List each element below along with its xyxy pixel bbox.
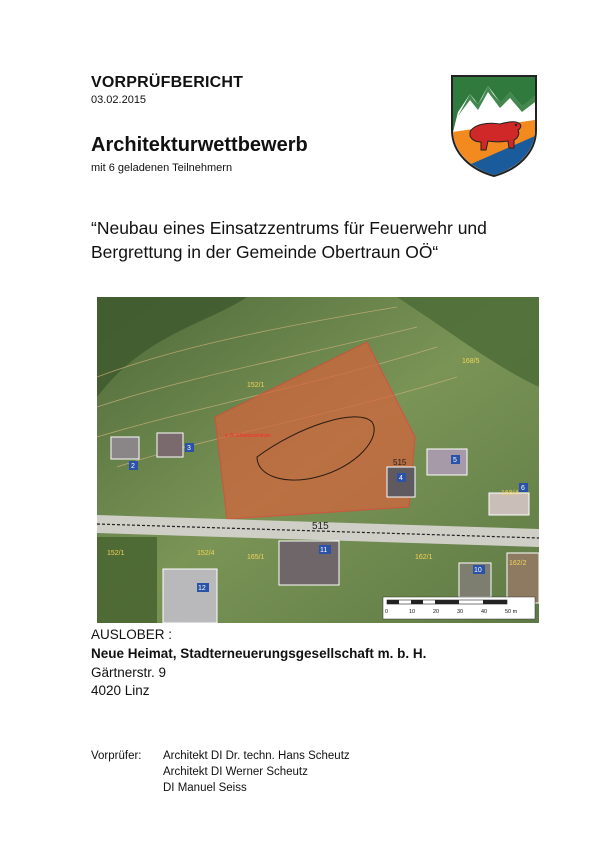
parcel-label: 162/2 — [509, 560, 527, 567]
examiner-name: Architekt DI Werner Scheutz — [163, 766, 308, 778]
road-number-secondary: 515 — [393, 458, 407, 467]
project-title: “Neubau eines Einsatzzentrums für Feuerwehr und Bergrettung in der Gemeinde Obertraun OÖ“ — [91, 218, 487, 262]
parcel-label: 165/1 — [247, 554, 265, 561]
examiner-name: DI Manuel Seiss — [163, 782, 247, 794]
report-date: 03.02.2015 — [91, 94, 147, 106]
scale-tick: 0 — [385, 609, 389, 615]
building-number: 6 — [521, 485, 525, 492]
scale-bar — [383, 597, 535, 619]
examiner-label: Vorprüfer: — [91, 750, 142, 762]
parcel-label: 168/4 — [501, 490, 519, 497]
report-title: VORPRÜFBERICHT — [91, 74, 244, 91]
site-plan-map — [97, 297, 539, 623]
scale-tick: 20 — [433, 609, 440, 615]
client-name: Neue Heimat, Stadterneuerungsgesellschaft m. b. H. — [91, 646, 427, 661]
parcel-label: 168/5 — [462, 358, 480, 365]
examiner-name: Architekt DI Dr. techn. Hans Scheutz — [163, 750, 350, 762]
client-city: 4020 Linz — [91, 683, 150, 698]
competition-subtitle: mit 6 geladenen Teilnehmern — [91, 162, 233, 174]
parcel-label: 152/4 — [197, 550, 215, 557]
building-number: 3 — [187, 445, 191, 452]
road-number: 515 — [312, 521, 329, 532]
building-number: 4 — [399, 475, 403, 482]
parcel-label: 152/1 — [247, 382, 265, 389]
scale-tick: 10 — [409, 609, 416, 615]
building-number: 5 — [453, 457, 457, 464]
parcel-label: 162/1 — [415, 554, 433, 561]
scale-tick: 30 — [457, 609, 464, 615]
plot-note: z. B. Einsatzzentrum — [225, 433, 271, 439]
parcel-label: 152/1 — [107, 550, 125, 557]
client-street: Gärtnerstr. 9 — [91, 665, 167, 680]
scale-tick: 40 — [481, 609, 488, 615]
competition-title: Architekturwettbewerb — [91, 134, 308, 156]
client-label: AUSLOBER : — [91, 627, 173, 642]
building-number: 12 — [198, 585, 206, 592]
scale-tick: 50 m — [505, 609, 518, 615]
building-number: 11 — [320, 547, 328, 554]
bear-coat-of-arms-icon — [448, 72, 540, 178]
building-number: 10 — [474, 567, 482, 574]
building-number: 2 — [131, 463, 135, 470]
